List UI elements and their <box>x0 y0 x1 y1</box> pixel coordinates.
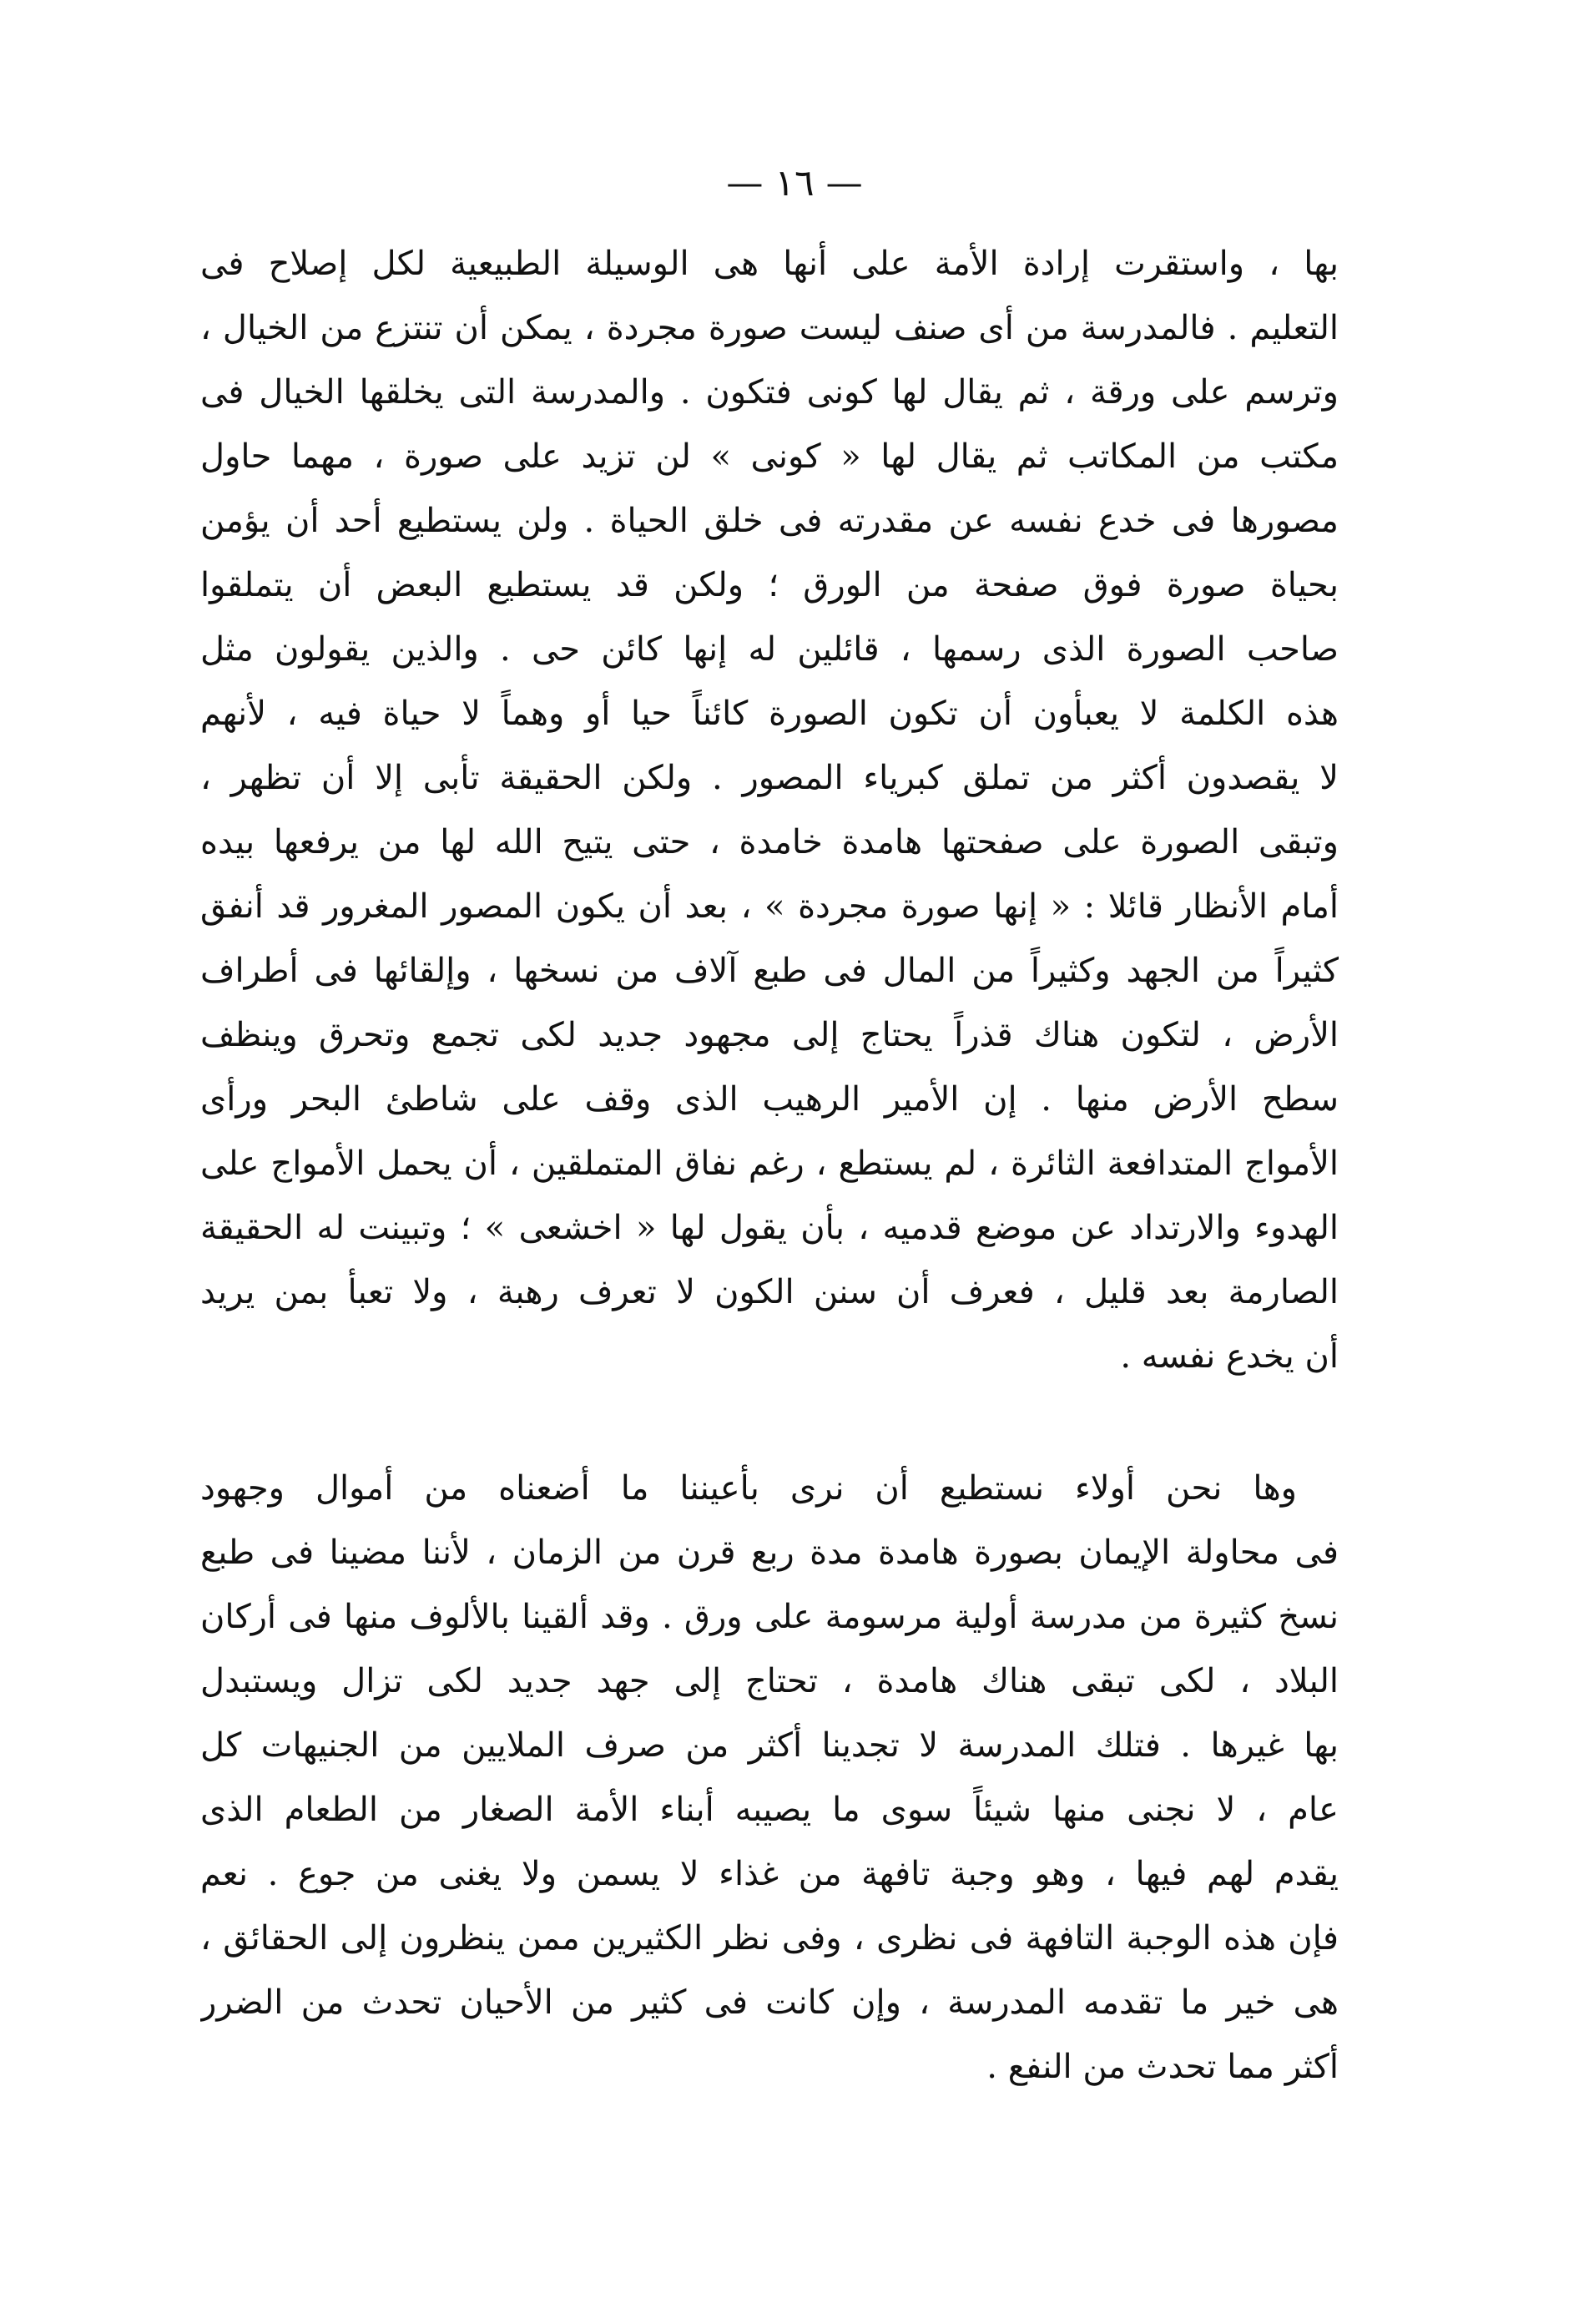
text-line: بها ، واستقرت إرادة الأمة على أنها هى الوسيلة الطبيعية لكل إصلاح فى <box>200 245 1339 283</box>
text-line: أن يخدع نفسه . <box>1120 1337 1339 1376</box>
text-line: مصورها فى خدع نفسه عن مقدرته فى خلق الحياة . ولن يستطيع أحد أن يؤمن <box>200 502 1339 540</box>
text-line: بها غيرها . فتلك المدرسة لا تجدينا أكثر من صرف الملايين من الجنيهات كل <box>200 1726 1339 1765</box>
page-number: — ١٦ — <box>726 162 863 205</box>
paragraph-2 <box>200 1457 1339 2099</box>
paragraph-1 <box>200 232 1339 1389</box>
text-line: مكتب من المكاتب ثم يقال لها « كونى » لن تزيد على صورة ، مهما حاول <box>200 437 1339 476</box>
text-line: الأمواج المتدافعة الثائرة ، لم يستطع ، رغم نفاق المتملقين ، أن يحمل الأمواج على <box>200 1144 1339 1183</box>
text-line: يقدم لهم فيها ، وهو وجبة تافهة من غذاء لا يسمن ولا يغنى من جوع . نعم <box>200 1855 1339 1893</box>
text-line: بحياة صورة فوق صفحة من الورق ؛ ولكن قد يستطيع البعض أن يتملقوا <box>200 566 1339 604</box>
text-line: الصارمة بعد قليل ، فعرف أن سنن الكون لا تعرف رهبة ، ولا تعبأ بمن يريد <box>200 1273 1339 1311</box>
text-line: صاحب الصورة الذى رسمها ، قائلين له إنها كائن حى . والذين يقولون مثل <box>200 630 1339 669</box>
text-line: هذه الكلمة لا يعبأون أن تكون الصورة كائناً حيا أو وهماً لا حياة فيه ، لأنهم <box>200 695 1339 733</box>
text-line: وها نحن أولاء نستطيع أن نرى بأعيننا ما أضعناه من أموال وجهود <box>200 1469 1297 1508</box>
text-line: كثيراً من الجهد وكثيراً من المال فى طبع آلاف من نسخها ، وإلقائها فى أطراف <box>200 952 1339 990</box>
text-line: فى محاولة الإيمان بصورة هامدة مدة ربع قرن من الزمان ، لأننا مضينا فى طبع <box>200 1533 1339 1572</box>
text-line: هى خير ما تقدمه المدرسة ، وإن كانت فى كثير من الأحيان تحدث من الضرر <box>200 1983 1339 2022</box>
text-line: التعليم . فالمدرسة من أى صنف ليست صورة مجردة ، يمكن أن تنتزع من الخيال ، <box>200 309 1339 347</box>
text-line: الهدوء والارتداد عن موضع قدميه ، بأن يقول لها « اخشعى » ؛ وتبينت له الحقيقة <box>200 1209 1339 1247</box>
text-line: الأرض ، لتكون هناك قذراً يحتاج إلى مجهود جديد لكى تجمع وتحرق وينظف <box>200 1016 1339 1054</box>
text-line: فإن هذه الوجبة التافهة فى نظرى ، وفى نظر الكثيرين ممن ينظرون إلى الحقائق ، <box>200 1919 1339 1958</box>
text-line: عام ، لا نجنى منها شيئاً سوى ما يصيبه أبناء الأمة الصغار من الطعام الذى <box>200 1791 1339 1829</box>
text-line: وترسم على ورقة ، ثم يقال لها كونى فتكون . والمدرسة التى يخلقها الخيال فى <box>200 373 1339 412</box>
text-line: نسخ كثيرة من مدرسة أولية مرسومة على ورق . وقد ألقينا بالألوف منها فى أركان <box>200 1598 1339 1636</box>
text-line: سطح الأرض منها . إن الأمير الرهيب الذى وقف على شاطئ البحر ورأى <box>200 1080 1339 1119</box>
text-line: أمام الأنظار قائلا : « إنها صورة مجردة » ، بعد أن يكون المصور المغرور قد أنفق <box>200 887 1339 926</box>
text-line: أكثر مما تحدث من النفع . <box>986 2048 1339 2086</box>
text-line: وتبقى الصورة على صفحتها هامدة خامدة ، حتى يتيح الله لها من يرفعها بيده <box>200 823 1339 861</box>
text-line: لا يقصدون أكثر من تملق كبرياء المصور . ولكن الحقيقة تأبى إلا أن تظهر ، <box>200 759 1339 797</box>
text-line: البلاد ، لكى تبقى هناك هامدة ، تحتاج إلى جهد جديد لكى تزال ويستبدل <box>200 1662 1339 1700</box>
